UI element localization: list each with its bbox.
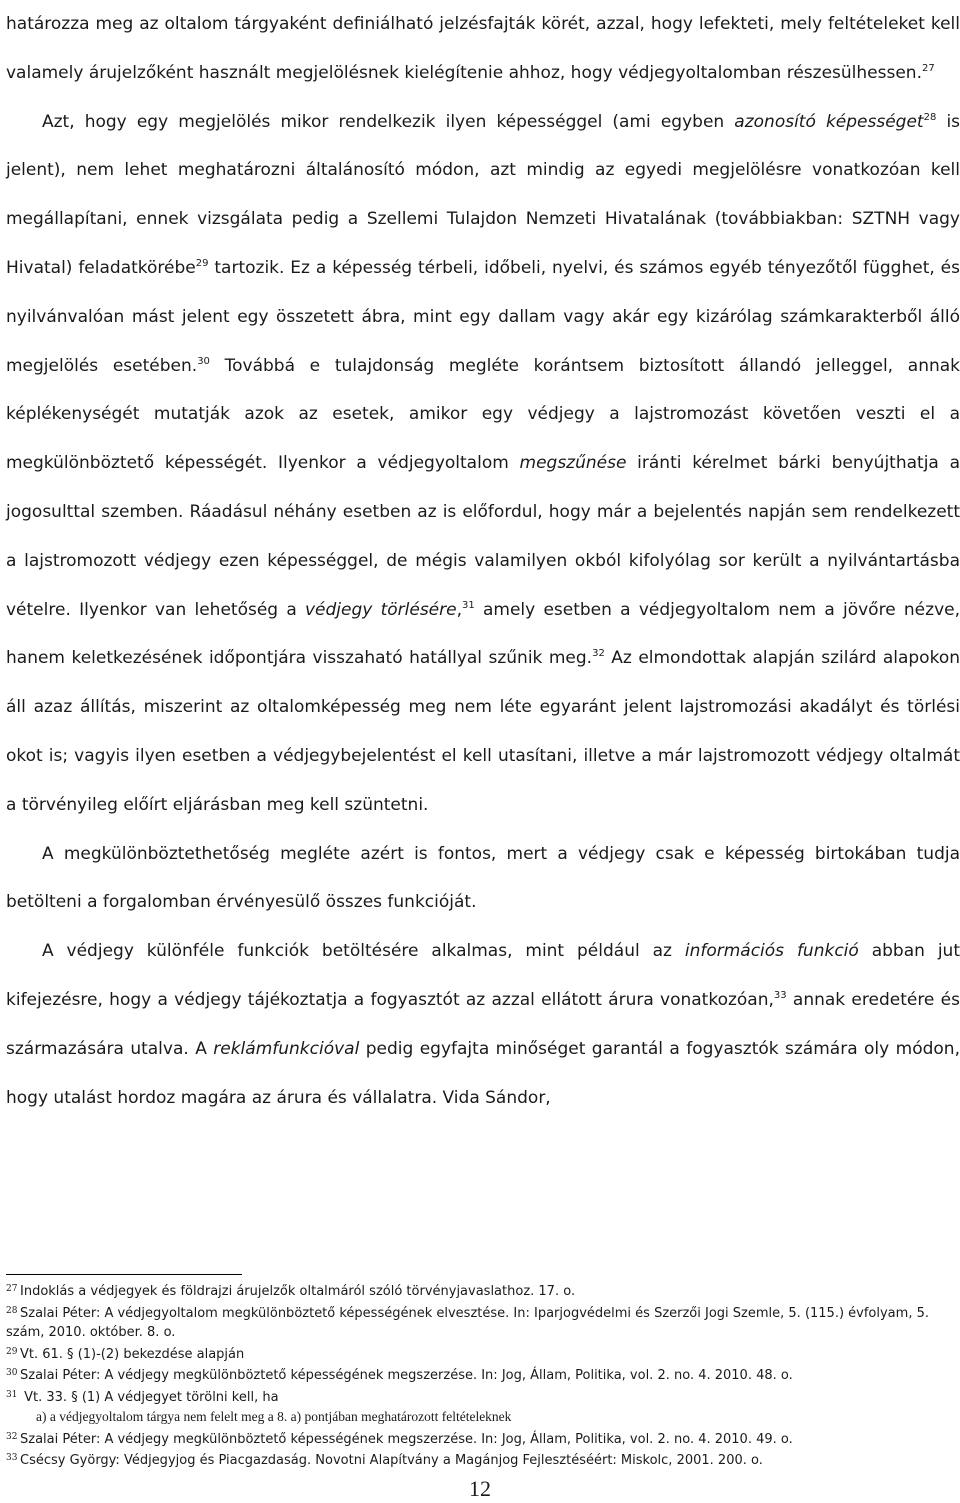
footnote-text: Vt. 33. § (1) A védjegyet törölni kell, ha — [20, 1389, 279, 1405]
text-run: amely esetben a védjegyoltalom nem a jövőre nézve, hanem keletkezésének időpontjára visszaható hatállyal szűnik meg. — [6, 599, 960, 669]
footnote-text: Szalai Péter: A védjegy megkülönböztető képességének megszerzése. In: Jog, Állam, Politika, vol. 2. no. 4. 2010. 49. o. — [20, 1431, 793, 1447]
emphasized-term: információs funkció — [684, 941, 859, 962]
footnote — [6, 1280, 956, 1302]
footnote-text: Szalai Péter: A védjegy megkülönböztető képességének megszerzése. In: Jog, Állam, Politika, vol. 2. no. 4. 2010. 48. o. — [20, 1368, 793, 1383]
footnote-number: 29 — [6, 1346, 18, 1357]
footnote — [6, 1407, 956, 1428]
footnote-number: 30 — [6, 1368, 18, 1378]
text-run: Azt, hogy egy megjelölés mikor rendelkezik ilyen képességgel (ami egyben — [42, 111, 735, 132]
footnote-number: 31 — [6, 1389, 18, 1400]
footnote-reference: 29 — [195, 257, 209, 269]
footnote-number: 27 — [6, 1284, 18, 1294]
footnote-separator — [6, 1274, 242, 1275]
footnote-number: 33 — [6, 1453, 18, 1463]
footnote-reference: 27 — [921, 62, 935, 74]
footnote-text: Indoklás a védjegyek és földrajzi árujelzők oltalmáról szóló törvényjavaslathoz. 17. o. — [20, 1284, 576, 1299]
text-run: Továbbá e tulajdonság megléte korántsem biztosított állandó jelleggel, annak képlékenységét mutatják azok az esetek, amikor egy védjegy a lajstromozást követően veszti el a megkülönböztető képességét. Ilyenkor a védjegyoltalom — [6, 355, 960, 474]
footnote — [6, 1449, 956, 1471]
footnote — [6, 1343, 956, 1365]
footnote-reference: 31 — [462, 599, 475, 611]
text-run: pedig egyfajta minőséget garantál a fogyasztók számára oly módon, hogy utalást hordoz magára az árura és vállalatra. Vida Sándor, — [6, 1038, 960, 1108]
text-run: annak eredetére és származására utalva. A — [6, 989, 960, 1059]
footnote-text: a) a védjegyoltalom tárgya nem felelt meg a 8. a) pontjában meghatározott feltételeknek — [36, 1409, 512, 1424]
footnote-number: 28 — [6, 1305, 18, 1316]
paragraph — [6, 0, 960, 98]
page-number: 12 — [469, 1476, 491, 1501]
text-run: A megkülönböztethetőség megléte azért is fontos, mert a védjegy csak e képesség birtokában tudja betölteni a forgalomban érvényesülő összes funkcióját. — [6, 843, 960, 913]
text-run: tartozik. Ez a képesség térbeli, időbeli, nyelvi, és számos egyéb tényezőtől függhet, és nyilvánvalóan mást jelent egy összetett ábra, mint egy dallam vagy akár egy kizárólag számkarakterből álló megjelölés esetében. — [6, 257, 960, 376]
emphasized-term: védjegy törlésére — [305, 599, 457, 620]
paragraph — [6, 830, 960, 928]
footnote — [6, 1364, 956, 1386]
footnote — [6, 1302, 956, 1343]
footnotes — [6, 1280, 956, 1471]
text-run: A védjegy különféle funkciók betöltésére alkalmas, mint például az — [42, 941, 685, 962]
footnote-reference: 33 — [773, 989, 787, 1001]
emphasized-term: azonosító képességet — [734, 111, 924, 132]
footnote-number: 32 — [6, 1431, 18, 1442]
text-run: , — [456, 599, 462, 620]
text-run: abban jut kifejezésre, hogy a védjegy tájékoztatja a fogyasztót az azzal ellátott árura vonatkozóan, — [6, 941, 960, 1010]
paragraph — [6, 927, 960, 1122]
footnote-reference: 30 — [197, 355, 210, 367]
paragraph — [6, 98, 960, 830]
footnote-reference: 28 — [923, 111, 937, 123]
emphasized-term: reklámfunkcióval — [213, 1038, 360, 1059]
text-run: iránti kérelmet bárki benyújthatja a jogosulttal szemben. Ráadásul néhány esetben az is előfordul, hogy már a bejelentés napján sem rendelkezett a lajstromozott védjegy ezen képességgel, de mégis valamilyen okból kifolyólag sor került a nyilvántartásba vételre. Ilyenkor van lehetőség a — [6, 453, 960, 620]
footnote-text: Vt. 61. § (1)-(2) bekezdése alapján — [20, 1346, 245, 1362]
footnote-text: Szalai Péter: A védjegyoltalom megkülönböztető képességének elvesztése. In: Iparjogvédelmi és Szerzői Jogi Szemle, 5. (115.) évfolyam, 5. szám, 2010. október. 8. o. — [6, 1305, 929, 1340]
text-run: Az elmondottak alapján szilárd alapokon áll azaz állítás, miszerint az oltalomképesség meg nem léte egyaránt jelent lajstromozási akadályt és törlési okot is; vagyis ilyen esetben a védjegybejelentést el kell utasítani, illetve a már lajstromozott védjegy oltalmát a törvényileg előírt eljárásban meg kell szüntetni. — [6, 648, 960, 815]
text-run: is jelent), nem lehet meghatározni általánosító módon, azt mindig az egyedi megjelölésre vonatkozóan kell megállapítani, ennek vizsgálata pedig a Szellemi Tulajdon Nemzeti Hivatalának (továbbiakban: SZTNH vagy Hivatal) feladatkörébe — [6, 111, 960, 278]
text-run: határozza meg az oltalom tárgyaként definiálható jelzésfajták körét, azzal, hogy lefekteti, mely feltételeket kell valamely árujelzőként használt megjelölésnek kielégítenie ahhoz, hogy védjegyoltalomban részesülhessen. — [6, 14, 960, 83]
emphasized-term: megszűnése — [519, 453, 627, 474]
footnote — [6, 1386, 956, 1408]
footnote-reference: 32 — [592, 648, 605, 660]
body-text — [6, 0, 960, 1122]
footnote-text: Csécsy György: Védjegyjog és Piacgazdaság. Novotni Alapítvány a Magánjog Fejlesztéséért: Miskolc, 2001. 200. o. — [20, 1453, 763, 1468]
footnote — [6, 1428, 956, 1450]
